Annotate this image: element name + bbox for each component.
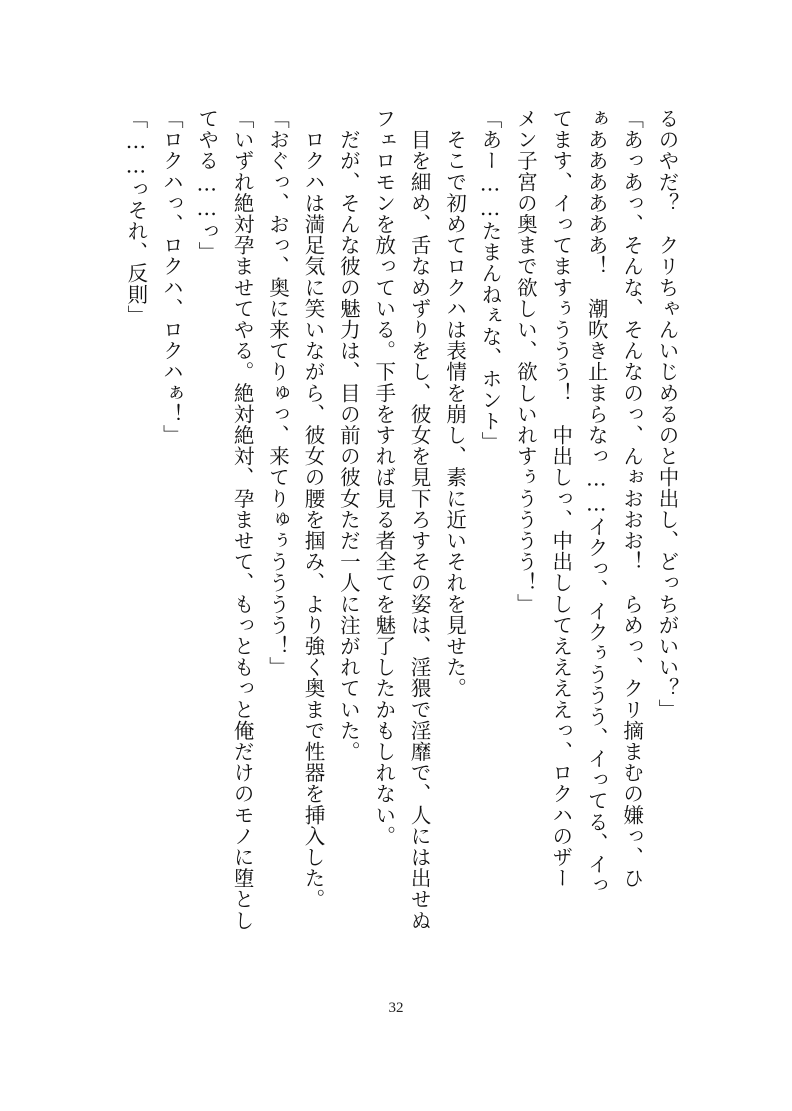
text-line: そこで初めてロクハは表情を崩し、素に近いそれを見せた。: [442, 108, 467, 699]
text-line: ロクハは満足気に笑いながら、彼女の腰を掴み、より強く奥まで性器を挿入した。: [300, 108, 325, 910]
text-line: るのやだ？ クリちゃんいじめるのと中出し、どっちがいい？」: [655, 108, 679, 720]
text-line: フェロモンを放っている。下手をすれば見る者全てを魅了したかもしれない。: [371, 108, 396, 847]
text-line: 「あっあっ、そんな、そんなのっ、んぉおおお！ らめっ、クリ摘まむの嫌っ、ひ: [619, 108, 644, 889]
text-line: 「……っそれ、反則」: [123, 108, 148, 326]
page-number: 32: [388, 1000, 404, 1016]
vertical-text-body: [114, 108, 684, 988]
text-line: 「おぐっ、おっ、奥に来てりゅっ、来てりゅぅうううう！」: [265, 108, 290, 678]
text-line: メン子宮の奥まで欲しい、欲しいれすぅうううう！」: [513, 108, 538, 615]
text-line: てます、イってますぅううう！ 中出しっ、中出ししてええええっ、ロクハのザー: [548, 108, 573, 889]
text-line: 「あー……たまんねぇな、ホント」: [477, 108, 502, 453]
text-line: ぁああああああ！ 潮吹き止まらなっ……イクっ、イクぅううう、イってる、イっ: [584, 108, 609, 896]
text-line: てやる……っ」: [194, 108, 219, 263]
text-line: 「いずれ絶対孕ませてやる。絶対絶対、孕ませて、もっともっと俺だけのモノに堕とし: [230, 108, 255, 931]
text-line: 「ロクハっ、ロクハ、ロクハぁ！」: [159, 108, 184, 446]
text-line: だが、そんな彼の魅力は、目の前の彼女ただ一人に注がれていた。: [336, 108, 361, 763]
text-line: 目を細め、舌なめずりをし、彼女を見下ろすその姿は、淫猥で淫靡で、人には出せぬ: [407, 108, 432, 931]
